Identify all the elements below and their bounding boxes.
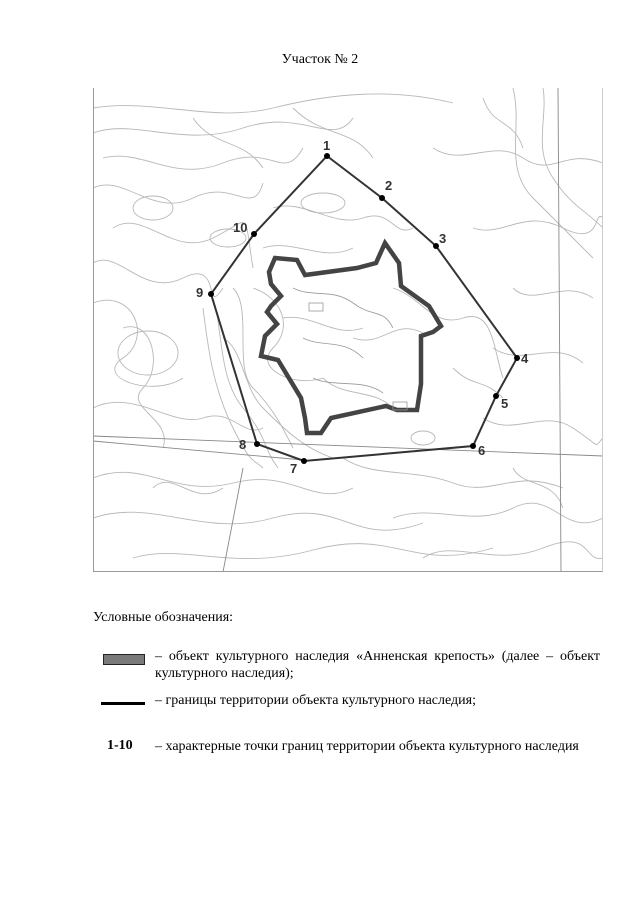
fortress-outline — [261, 243, 441, 433]
legend-item-points — [93, 738, 603, 774]
point-label-3: 3 — [439, 231, 447, 246]
points-symbol: 1-10 — [107, 738, 133, 753]
page-title: Участок № 2 — [281, 52, 359, 67]
legend-text: – объект культурного наследия «Анненская крепость» (далее – объект культурного наследия); — [155, 649, 600, 681]
legend-item-boundary — [93, 692, 603, 712]
point-marker — [254, 441, 260, 447]
point-marker — [379, 195, 385, 201]
point-label-4: 4 — [521, 351, 529, 366]
site-map — [93, 88, 603, 572]
territory-boundary — [211, 156, 517, 461]
legend-heading: Условные обозначения: — [93, 610, 234, 625]
point-marker — [251, 231, 257, 237]
contour-lines — [93, 88, 603, 559]
point-label-2: 2 — [385, 178, 393, 193]
fortress-symbol — [103, 654, 145, 665]
legend-text: – границы территории объекта культурного наследия; — [155, 693, 476, 708]
point-label-10: 10 — [233, 220, 248, 235]
point-marker — [324, 153, 330, 159]
point-label-1: 1 — [323, 138, 331, 153]
boundary-line-symbol — [101, 702, 145, 705]
point-label-6: 6 — [478, 443, 486, 458]
point-marker — [514, 355, 520, 361]
point-marker — [301, 458, 307, 464]
legend-item-object — [93, 648, 603, 684]
point-marker — [208, 291, 214, 297]
legend-text: – характерные точки границ территории объекта культурного наследия — [155, 739, 579, 754]
point-label-5: 5 — [501, 396, 509, 411]
point-marker — [470, 443, 476, 449]
map-svg — [93, 88, 603, 572]
point-label-7: 7 — [290, 461, 298, 476]
point-label-8: 8 — [239, 437, 247, 452]
point-marker — [493, 393, 499, 399]
point-label-9: 9 — [196, 285, 204, 300]
